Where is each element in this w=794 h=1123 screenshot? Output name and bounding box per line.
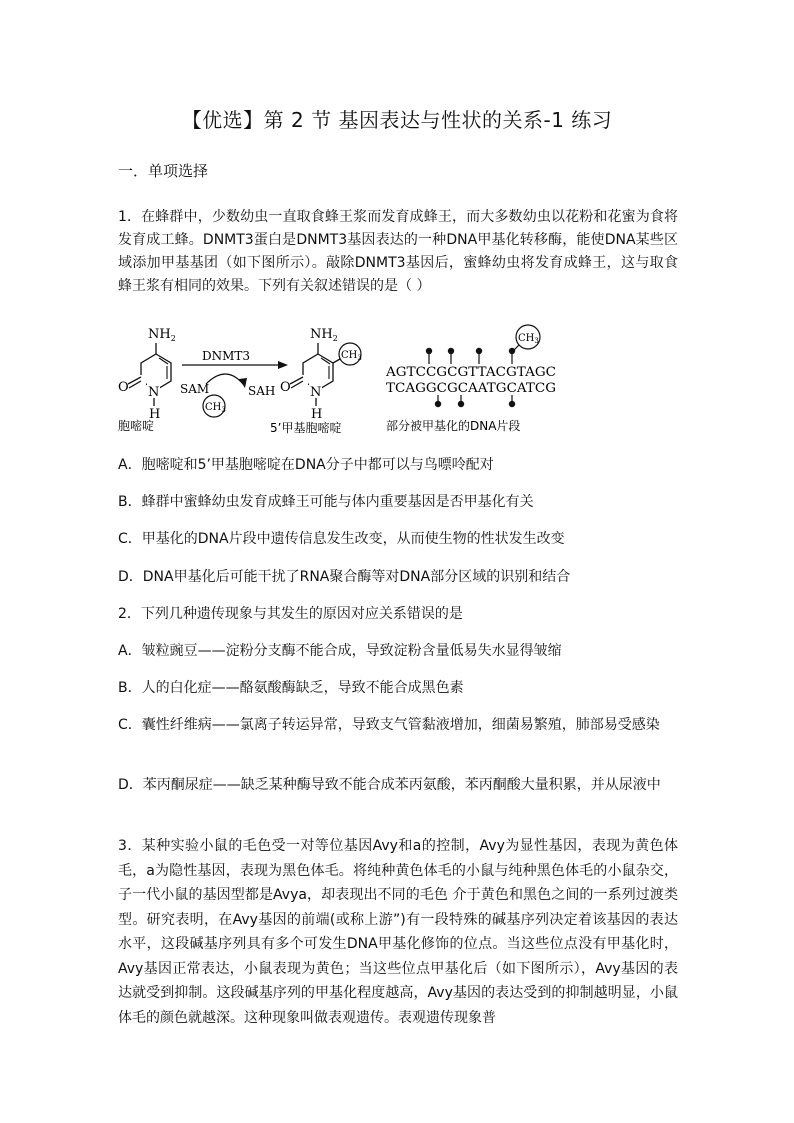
enzyme-label: DNMT3 xyxy=(202,349,251,363)
hydrogen-label: H xyxy=(149,407,161,422)
sah-label: SAH xyxy=(248,384,276,398)
ring-nitrogen-label: N xyxy=(148,385,160,400)
q1-option-b[interactable]: B．蜂群中蜜蜂幼虫发育成蜂王可能与体内重要基因是否甲基化有关 xyxy=(118,494,534,510)
question-2-stem: 2．下列几种遗传现象与其发生的原因对应关系错误的是 xyxy=(118,606,463,622)
question-3-stem: 3．某种实验小鼠的毛色受一对等位基因Avy和a的控制，Avy为显性基因，表现为黄色体毛，a为隐性基因，表现为黑色体毛。将纯种黄色体毛的小鼠与纯种黑色体毛的小鼠杂交，子一代小鼠的基因型都是Avya，却表现出不同的毛色 介于黄色和黑色之间的一系列过渡类型。研究表明，在Avy基因的前端(或称上游”)有一段特殊的碱基序列决定着该基因的表达水平，这段碱基序列具有多个可发生DNA甲基化修饰的位点。当这些位点没有甲基化时，Avy基因正常表达，小鼠表现为黄色；当这些位点甲基化后（如下图所示），Avy基因的表达就受到抑制。这段碱基序列的甲基化程度越高，Avy基因的表达受到的抑制越明显，小鼠体毛的颜色就越深。这种现象叫做表观遗传。表观遗传现象普 xyxy=(118,838,678,1026)
oxygen-label: O xyxy=(280,380,291,395)
q1-option-d[interactable]: D．DNA甲基化后可能干扰了RNA聚合酶等对DNA部分区域的识别和结合 xyxy=(118,569,571,585)
q2-option-a[interactable]: A．皱粒豌豆——淀粉分支酶不能合成，导致淀粉含量低易失水显得皱缩 xyxy=(118,643,562,659)
methyl-group-label: $CH_3$ xyxy=(205,402,226,414)
caption-methylcytosine: 5’甲基胞嘧啶 xyxy=(270,421,342,435)
q2-option-c[interactable]: C．囊性纤维病——氯离子转运异常，导致支气管黏液增加，细菌易繁殖，肺部易受感染 xyxy=(118,717,660,733)
oxygen-label: O xyxy=(118,380,129,395)
question-1-stem: 1．在蜂群中，少数幼虫一直取食蜂王浆而发育成蜂王，而大多数幼虫以花粉和花蜜为食将发育成工蜂。DNMT3蛋白是DNMT3基因表达的一种DNA甲基化转移酶，能使DNA某些区域添加甲基基团（如下图所示）。敲除DNMT3基因后，蜜蜂幼虫将发育成蜂王，这与取食蜂王浆有相同的效果。下列有关叙述错误的是（ ） xyxy=(118,209,678,294)
page-title: 【优选】第 2 节 基因表达与性状的关系-1 练习 xyxy=(181,108,613,132)
caption-cytosine: 胞嘧啶 xyxy=(118,419,155,433)
hydrogen-label: H xyxy=(311,407,323,422)
methylation-diagram xyxy=(118,318,578,436)
amino-group-label: $NH_2$ xyxy=(310,327,338,343)
q2-option-b[interactable]: B．人的白化症——酪氨酸酶缺乏，导致不能合成黑色素 xyxy=(118,680,464,696)
cytosine-structure xyxy=(118,327,176,422)
methylcytosine-structure xyxy=(280,327,362,422)
amino-group-label: $NH_2$ xyxy=(148,327,176,343)
methyl-group-label: $CH_3$ xyxy=(518,333,539,345)
dna-top-strand: AGTCCGCGTTACGTAGC xyxy=(384,365,557,380)
methyl-pins-top xyxy=(426,348,515,364)
q2-option-d[interactable]: D．苯丙酮尿症——缺乏某种酶导致不能合成苯丙氨酸，苯丙酮酸大量积累，并从尿液中 xyxy=(118,777,661,793)
q1-option-c[interactable]: C．甲基化的DNA片段中遗传信息发生改变，从而使生物的性状发生改变 xyxy=(118,531,565,547)
reaction-arrow xyxy=(180,349,288,417)
section-heading: 一．单项选择 xyxy=(118,162,209,180)
q1-option-a[interactable]: A．胞嘧啶和5’甲基胞嘧啶在DNA分子中都可以与鸟嘌呤配对 xyxy=(118,457,494,473)
methyl-pins-bottom xyxy=(435,395,515,407)
caption-dna-fragment: 部分被甲基化的DNA片段 xyxy=(386,419,521,433)
sam-label: SAM xyxy=(180,382,210,396)
methyl-group-label: $CH_3$ xyxy=(341,350,362,362)
dna-fragment xyxy=(385,325,556,407)
ring-nitrogen-label: N xyxy=(310,385,322,400)
dna-bottom-strand: TCAGGCGCAATGCATCG xyxy=(386,381,556,396)
